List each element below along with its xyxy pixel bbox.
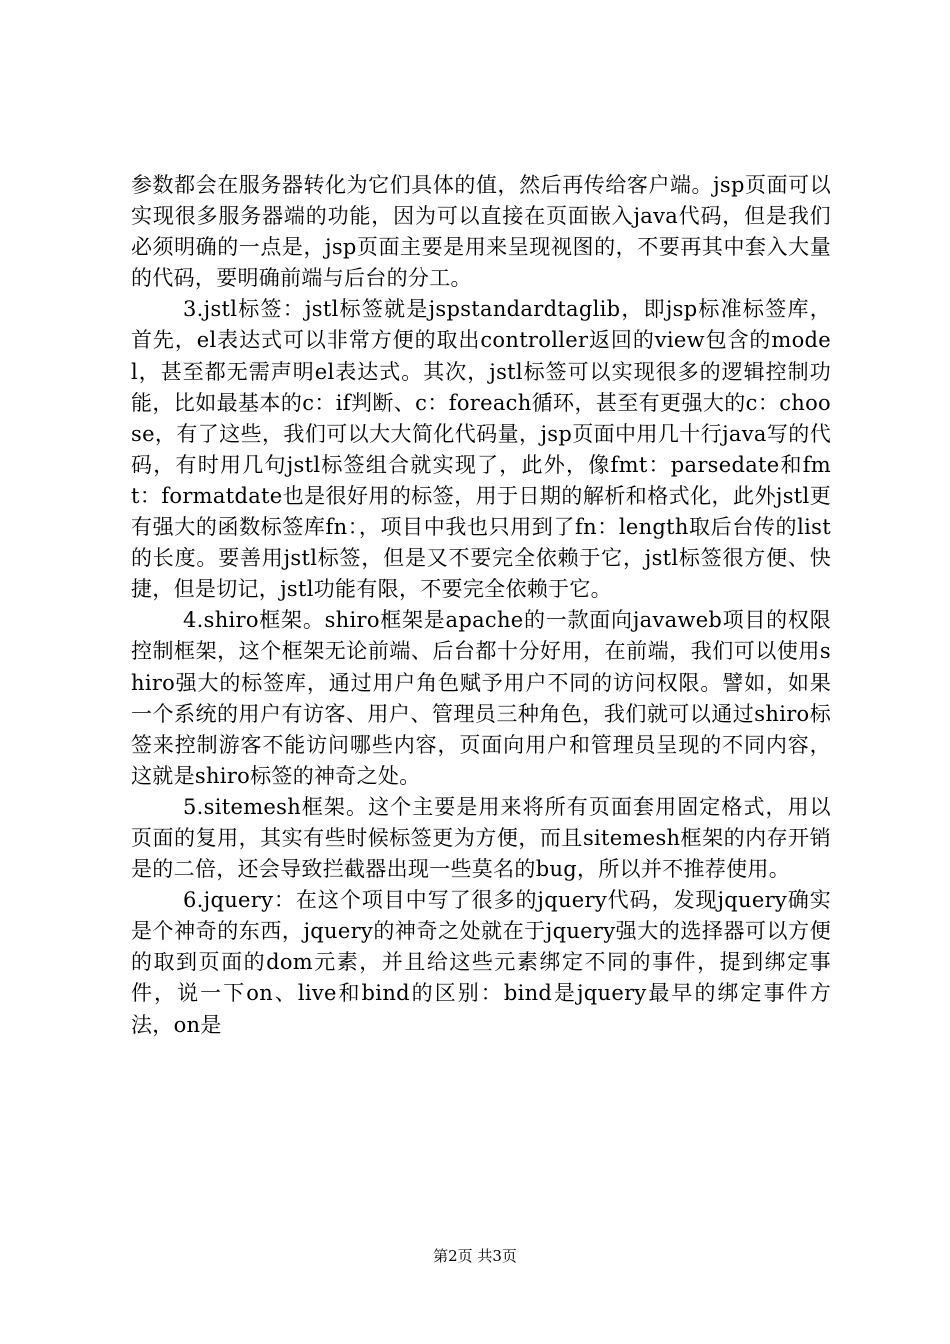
paragraph-jquery: 6.jquery：在这个项目中写了很多的jquery代码，发现jquery确实是个神奇的东西，jquery的神奇之处就在于jquery强大的选择器可以方便的取到页面的dom元素，并且给这些元素绑定不同的事件，提到绑定事件，说一下on、live和bind的区别：bind是jquery最早的绑定事件方法，on是	[131, 888, 831, 1037]
paragraph-sitemesh: 5.sitemesh框架。这个主要是用来将所有页面套用固定格式，用以页面的复用，其实有些时候标签更为方便，而且sitemesh框架的内存开销是的二倍，还会导致拦截器出现一些莫名的bug，所以并不推荐使用。	[131, 794, 831, 882]
paragraph-continuation: 参数都会在服务器转化为它们具体的值，然后再传给客户端。jsp页面可以实现很多服务器端的功能，因为可以直接在页面嵌入java代码，但是我们必须明确的一点是，jsp页面主要是用来呈现视图的，不要再其中套入大量的代码，要明确前端与后台的分工。	[131, 173, 831, 291]
page-footer: 第2页 共3页	[433, 1247, 517, 1265]
paragraph-jstl: 3.jstl标签：jstl标签就是jspstandardtaglib，即jsp标准标签库，首先，el表达式可以非常方便的取出controller返回的view包含的model，甚至都无需声明el表达式。其次，jstl标签可以实现很多的逻辑控制功能，比如最基本的c：if判断、c：foreach循环，甚至有更强大的c：choose，有了这些，我们可以大大简化代码量，jsp页面中用几十行java写的代码，有时用几句jstl标签组合就实现了，此外，像fmt：parsedate和fmt：formatdate也是很好用的标签，用于日期的解析和格式化，此外jstl更有强大的函数标签库fn：，项目中我也只用到了fn：length取后台传的list的长度。要善用jstl标签，但是又不要完全依赖于它，jstl标签很方便、快捷，但是切记，jstl功能有限，不要完全依赖于它。	[131, 297, 831, 602]
document-body	[131, 170, 831, 1041]
paragraph-shiro: 4.shiro框架。shiro框架是apache的一款面向javaweb项目的权限控制框架，这个框架无论前端、后台都十分好用，在前端，我们可以使用shiro强大的标签库，通过用户角色赋予用户不同的访问权限。譬如，如果一个系统的用户有访客、用户、管理员三种角色，我们就可以通过shiro标签来控制游客不能访问哪些内容，页面向用户和管理员呈现的不同内容，这就是shiro标签的神奇之处。	[131, 608, 831, 788]
